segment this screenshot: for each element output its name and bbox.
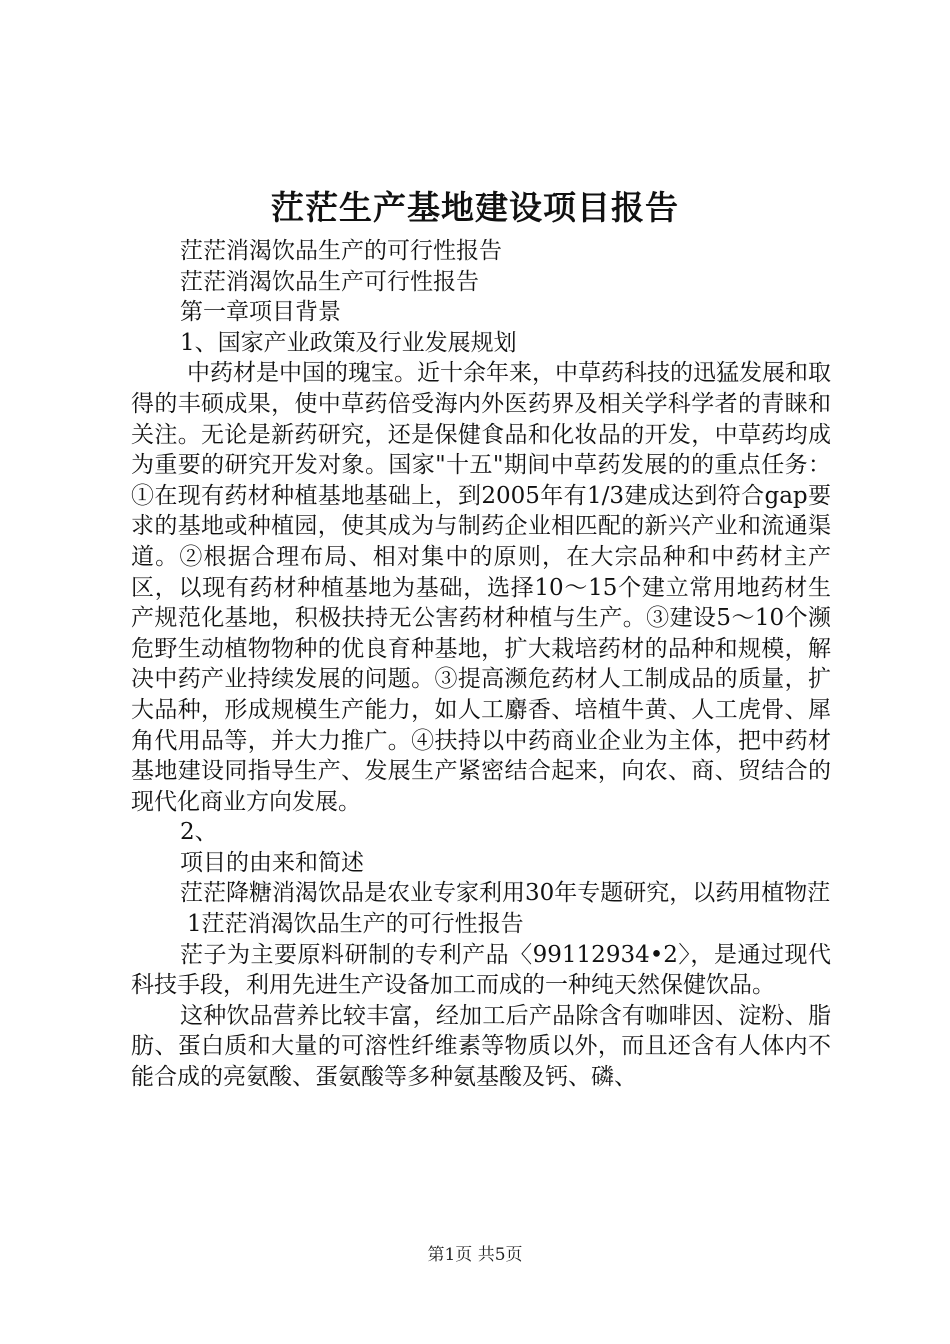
section-heading-1: 1、国家产业政策及行业发展规划 [180,329,517,356]
paragraph-nutrition: 这种饮品营养比较丰富，经加工后产品除含有咖啡因、淀粉、脂肪、蛋白质和大量的可溶性纤维素等物质以外，而且还含有人体内不能合成的亮氨酸、蛋氨酸等多种氨基酸及钙、磷、 [131,1002,831,1091]
paragraph-running-header: 1茳茫消渴饮品生产的可行性报告 [187,911,524,938]
section-heading-2-title: 项目的由来和简述 [180,849,364,876]
document-title: 茳茫生产基地建设项目报告 [271,188,679,227]
chapter-heading: 第一章项目背景 [180,299,341,326]
paragraph-patent: 茫子为主要原料研制的专利产品〈99112934•2〉，是通过现代科技手段，利用先进生产设备加工而成的一种纯天然保健饮品。 [131,941,831,999]
page-footer: 第1页 共5页 [427,1245,523,1265]
document-body [131,236,831,1093]
paragraph-policy: 中药材是中国的瑰宝。近十余年来，中草药科技的迅猛发展和取得的丰硕成果，使中草药倍受海内外医药界及相关学科学者的青睐和关注。无论是新药研究，还是保健食品和化妆品的开发，中草药均成为重要的研究开发对象。国家"十五"期间中草药发展的的重点任务：①在现有药材种植基地基础上，到2005年有1/3建成达到符合gap要求的基地或种植园，使其成为与制药企业相匹配的新兴产业和流通渠道。②根据合理布局、相对集中的原则，在大宗品种和中药材主产区，以现有药材种植基地为基础，选择10～15个建立常用地药材生产规范化基地，积极扶持无公害药材种植与生产。③建设5～10个濒危野生动植物物种的优良育种基地，扩大栽培药材的品种和规模，解决中药产业持续发展的问题。③提高濒危药材人工制成品的质量，扩大品种，形成规模生产能力，如人工麝香、培植牛黄、人工虎骨、犀角代用品等，并大力推广。④扶持以中药商业企业为主体，把中药材基地建设同指导生产、发展生产紧密结合起来，向农、商、贸结合的现代化商业方向发展。 [131,360,831,815]
paragraph-subtitle-1: 茳茫消渴饮品生产的可行性报告 [180,238,502,264]
section-heading-2-number: 2、 [180,819,218,846]
paragraph-subtitle-2: 茳茫消渴饮品生产可行性报告 [180,268,479,295]
paragraph-origin: 茳茫降糖消渴饮品是农业专家利用30年专题研究，以药用植物茳 [180,880,831,907]
